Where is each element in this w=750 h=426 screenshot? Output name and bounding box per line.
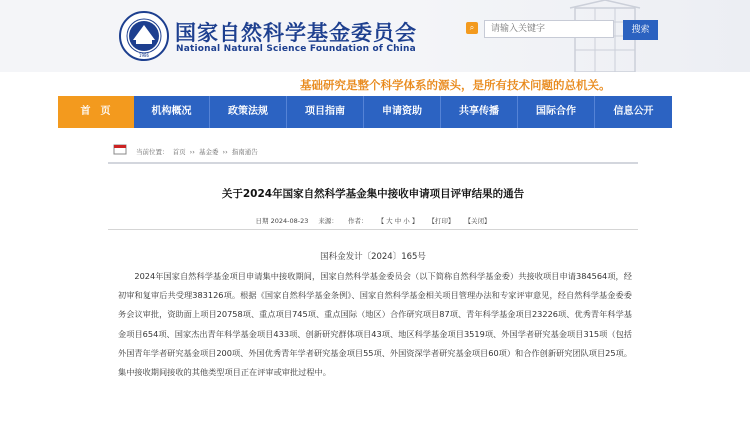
nav-item-policy[interactable]: 政策法规	[210, 96, 287, 128]
breadcrumb-item-home[interactable]: 首页	[172, 148, 186, 156]
nav-item-home[interactable]: 首 页	[58, 96, 134, 128]
close-link[interactable]: 【关闭】	[464, 217, 491, 225]
breadcrumb	[108, 138, 638, 164]
site-header	[0, 0, 750, 72]
breadcrumb-separator: ››	[222, 148, 228, 156]
search-button[interactable]: 搜索	[623, 20, 658, 40]
article-date: 日期 2024-08-23	[255, 217, 309, 225]
breadcrumb-prefix: 当前位置：	[136, 148, 169, 156]
nav-item-apply[interactable]: 申请资助	[364, 96, 441, 128]
article-author: 作者：	[348, 217, 368, 225]
article-meta	[108, 216, 638, 225]
slogan: 基础研究是整个科学体系的源头，是所有技术问题的总机关。	[300, 78, 611, 92]
nsfc-emblem-icon[interactable]	[119, 11, 169, 61]
article-source: 来源：	[318, 217, 338, 225]
print-link[interactable]: 【打印】	[428, 217, 455, 225]
content-area	[108, 138, 638, 426]
nav-item-international[interactable]: 国际合作	[518, 96, 595, 128]
search-icon: ⌕	[466, 22, 478, 34]
nav-item-about[interactable]: 机构概况	[134, 96, 210, 128]
breadcrumb-item-notices[interactable]: 指南通告	[231, 148, 258, 156]
org-name-en: National Natural Science Foundation of China	[176, 44, 416, 54]
nav-item-guide[interactable]: 项目指南	[287, 96, 364, 128]
document-number: 国科金发计〔2024〕165号	[320, 252, 426, 262]
article-title: 关于2024年国家自然科学基金集中接收申请项目评审结果的通告	[221, 188, 525, 200]
breadcrumb-separator: ››	[189, 148, 195, 156]
font-size-control[interactable]: 【 大 中 小 】	[377, 217, 419, 225]
org-name-cn[interactable]: 国家自然科学基金委员会	[175, 21, 417, 45]
divider	[108, 229, 638, 230]
search-input[interactable]	[484, 20, 614, 38]
location-icon	[113, 142, 127, 156]
main-nav	[58, 96, 672, 128]
breadcrumb-item-nsfc[interactable]: 基金委	[198, 148, 219, 156]
nav-item-disclosure[interactable]: 信息公开	[613, 106, 654, 117]
nav-item-share[interactable]: 共享传播	[441, 96, 518, 128]
svg-text:1986: 1986	[138, 53, 150, 58]
article-body-paragraph: 2024年国家自然科学基金项目申请集中接收期间，国家自然科学基金委员会（以下简称自然科学基金委）共接收项目申请384564项，经初审和复审后共受理383126项。根据《国家自然科学基金条例》、国家自然科学基金相关项目管理办法和专家评审意见，经自然科学基金委委务会议审批，资助面上项目20758项、重点项目745项、重点国际（地区）合作研究项目87项、青年科学基金项目23226项、优秀青年科学基金项目654项、国家杰出青年科学基金项目433项、创新研究群体项目43项、地区科学基金项目3519项、外国学者研究基金项目315项（包括外国青年学者研究基金项目200项、外国优秀青年学者研究基金项目55项、外国资深学者研究基金项目60项）和合作创新研究团队项目25项。集中接收期间接收的其他类型项目正在评审或审批过程中。	[118, 271, 632, 378]
